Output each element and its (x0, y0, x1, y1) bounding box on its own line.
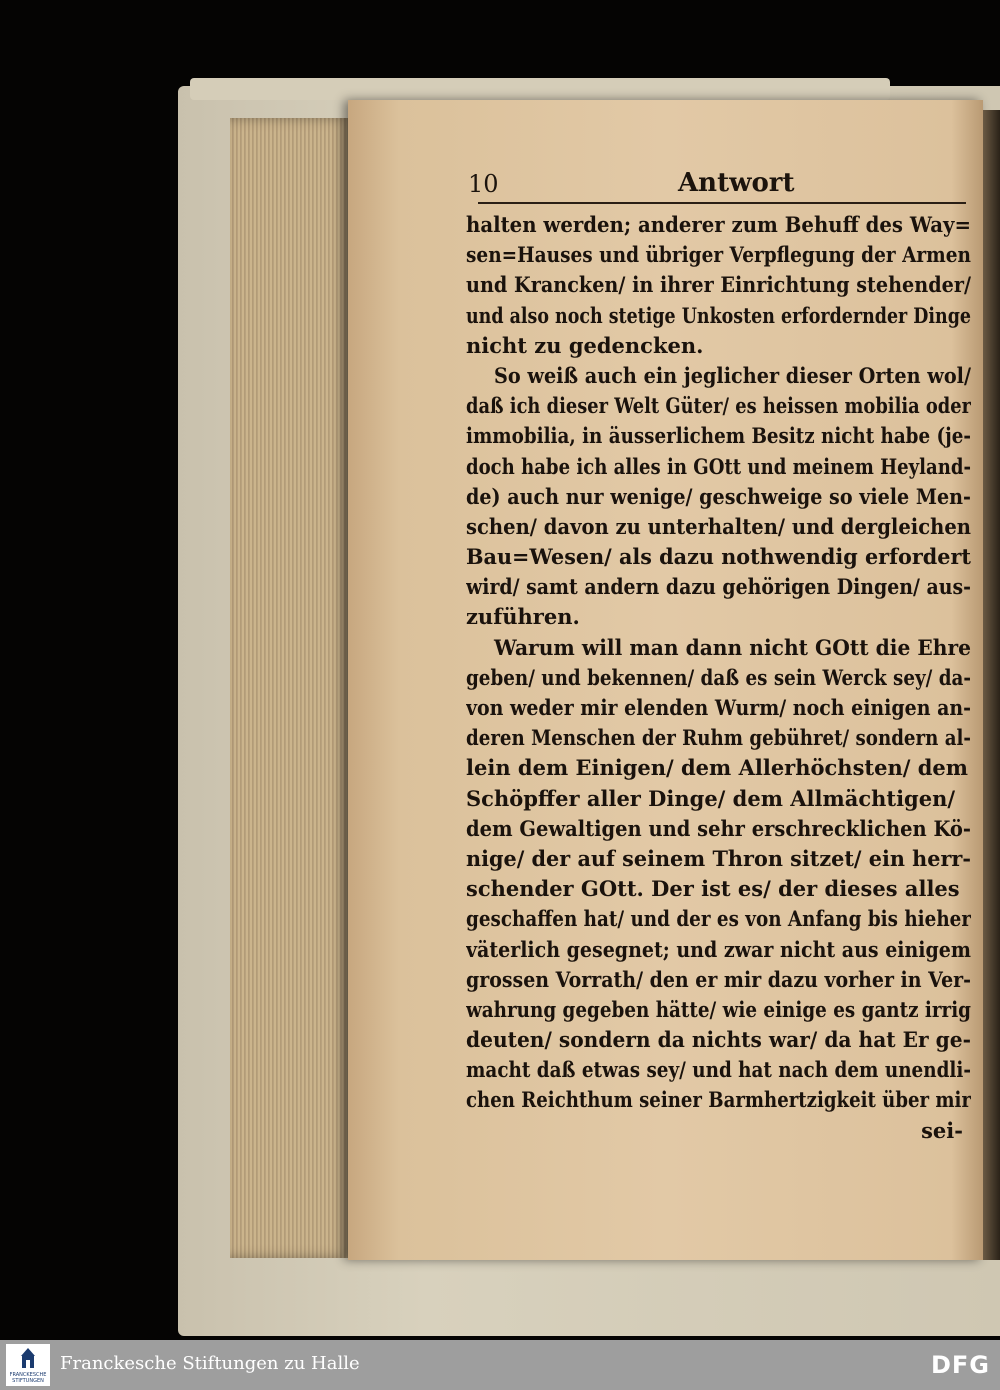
text-line: Bau=Wesen/ als dazu nothwendig erfordert (466, 544, 971, 570)
text-line: lein dem Einigen/ dem Allerhöchsten/ dem (466, 755, 968, 781)
page-edges (230, 118, 350, 1258)
running-head-title: Antwort (678, 168, 795, 198)
text-line: halten werden; anderer zum Behuff des Way= (466, 212, 971, 237)
text-line: und also noch stetige Unkosten erfordernder Dinge (466, 302, 971, 328)
text-line: wahrung gegeben hätte/ wie einige es gantz irrig (466, 996, 971, 1022)
text-line: macht daß etwas sey/ und hat nach dem unendli- (466, 1057, 971, 1083)
text-line: grossen Vorrath/ den er mir dazu vorher in Ver- (466, 966, 971, 992)
text-line: von weder mir elenden Wurm/ noch einigen an- (466, 695, 971, 720)
text-line: chen Reichthum seiner Barmhertzigkeit über mir (466, 1087, 971, 1113)
text-line: dem Gewaltigen und sehr erschrecklichen Kö- (466, 815, 971, 841)
text-line: de) auch nur wenige/ geschweige so viele Men- (466, 483, 971, 509)
text-line: nicht zu gedencken. (466, 332, 704, 358)
text-line: zuführen. (466, 604, 580, 630)
page-number: 10 (468, 170, 499, 198)
text-line: wird/ samt andern dazu gehörigen Dingen/ aus- (466, 574, 971, 600)
text-line: väterlich gesegnet; und zwar nicht aus einigem (466, 936, 971, 962)
text-line: deren Menschen der Ruhm gebühret/ sondern al- (466, 725, 971, 751)
logo-text: FRANCKESCHE STIFTUNGEN (9, 1372, 47, 1384)
text-line: So weiß auch ein jeglicher dieser Orten wol/ (494, 362, 971, 388)
running-head (468, 168, 968, 202)
text-line: deuten/ sondern da nichts war/ da hat Er ge- (466, 1027, 971, 1053)
header-rule (478, 202, 966, 204)
footer-title: Franckesche Stiftungen zu Halle (60, 1353, 360, 1374)
text-line: Schöpffer aller Dinge/ dem Allmächtigen/ (466, 785, 956, 811)
text-line: geschaffen hat/ und der es von Anfang bis hieher (466, 906, 971, 932)
footer-bar (0, 1340, 1000, 1390)
text-line: daß ich dieser Welt Güter/ es heissen mobilia oder (466, 393, 971, 419)
text-line: und Krancken/ in ihrer Einrichtung stehender/ (466, 272, 971, 298)
book-cover-top (190, 78, 890, 100)
text-line: schender GOtt. Der ist es/ der dieses alles (466, 876, 960, 902)
text-line: nige/ der auf seinem Thron sitzet/ ein herr- (466, 845, 971, 871)
text-line: Warum will man dann nicht GOtt die Ehre (494, 634, 971, 660)
text-line: immobilia, in äusserlichem Besitz nicht habe (je- (466, 423, 971, 449)
text-line: sen=Hauses und übriger Verpflegung der Armen (466, 242, 971, 268)
gutter-shadow (983, 110, 1000, 1260)
orphanage-building-icon (20, 1347, 36, 1369)
text-line: schen/ davon zu unterhalten/ und dergleichen (466, 513, 971, 539)
catchword: sei- (921, 1117, 963, 1143)
page-body-text (466, 210, 971, 1146)
dfg-logo[interactable]: DFG (930, 1351, 990, 1379)
text-line: geben/ und bekennen/ daß es sein Werck sey/ da- (466, 664, 971, 690)
text-line: doch habe ich alles in GOtt und meinem Heyland- (466, 453, 971, 479)
franckesche-logo[interactable] (6, 1344, 50, 1386)
